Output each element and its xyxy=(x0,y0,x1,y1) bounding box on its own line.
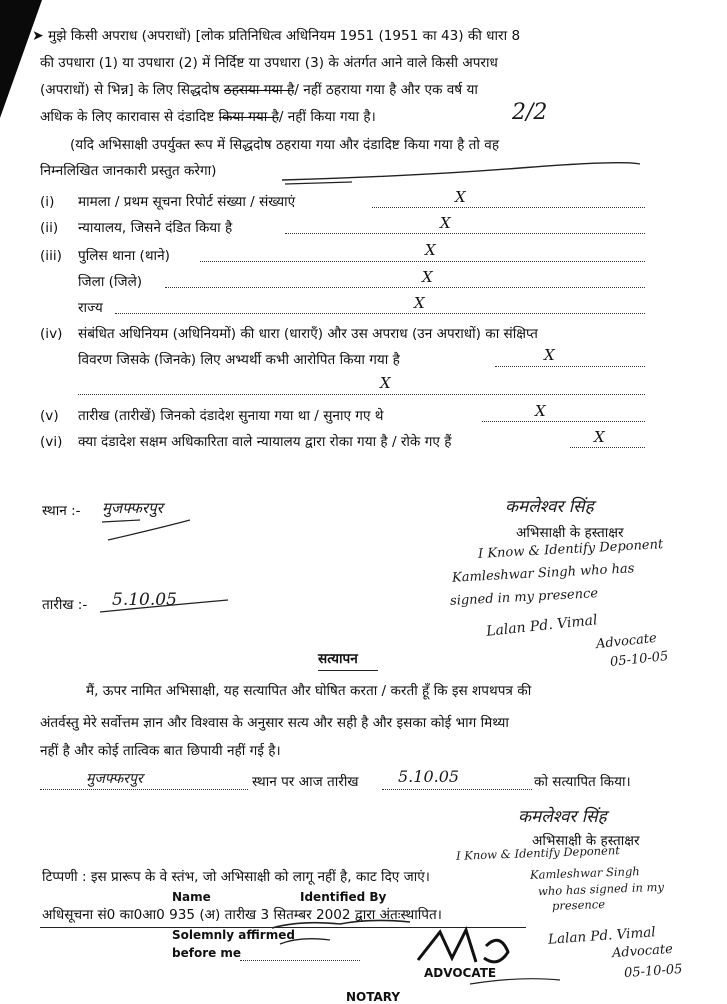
item-label-ii: न्यायालय, जिसने दंडित किया है xyxy=(78,220,233,236)
footer-note: टिप्पणी : इस प्रारूप के वे स्तंभ, जो अभिसाक्षी को लागू नहीं है, काट दिए जाएं। xyxy=(42,869,430,885)
stamp-name-label: Name xyxy=(172,890,211,904)
verification-para-2: अंतर्वस्तु मेरे सर्वोत्तम ज्ञान और विश्वास के अनुसार सत्य और सही है और इसका कोई भाग मिथ्या xyxy=(40,715,509,731)
struck-text: किया गया है xyxy=(218,109,279,125)
item-num-v: (v) xyxy=(40,408,59,424)
conditional-line-2: निम्नलिखित जानकारी प्रस्तुत करेगा) xyxy=(40,163,217,179)
place-label: स्थान :- xyxy=(42,503,81,519)
advocate-signature: Lalan Pd. Vimal xyxy=(485,612,599,640)
item-num-iv: (iv) xyxy=(40,326,63,342)
declaration-line-4: अधिक के लिए कारावास से दंडादिष्ट किया गया है/ नहीं किया गया है। xyxy=(40,109,376,125)
item-iv-line-2: विवरण जिसके (जिनके) लिए अभ्यर्थी कभी आरोपित किया गया है xyxy=(78,352,400,368)
struck-text: ठहराया गया है xyxy=(223,82,295,98)
conditional-line-1: (यदि अभिसाक्षी उपर्युक्त रूप में सिद्धदोष ठहराया गया और दंडादिष्ट किया गया है तो वह xyxy=(70,137,500,153)
answer-iv-1: X xyxy=(544,346,555,364)
identify-note-2-2: Kamleshwar Singh xyxy=(529,864,640,882)
verification-end-text: को सत्यापित किया। xyxy=(534,774,631,790)
signature-caption-2: अभिसाक्षी के हस्ताक्षर xyxy=(532,833,640,849)
handwritten-page-note: 2/2 xyxy=(512,100,548,125)
stamp-solemnly-label: Solemnly affirmed xyxy=(172,928,295,942)
stamp-before-label: before me xyxy=(172,946,242,960)
declaration-line-1: ➤ मुझे किसी अपराध (अपराधों) [लोक प्रतिनिधित्व अधिनियम 1951 (1951 का 43) की धारा 8 xyxy=(32,28,521,44)
verification-date-value: 5.10.05 xyxy=(398,767,460,786)
identify-note-3: signed in my presence xyxy=(449,586,599,609)
verification-para-1: मैं, ऊपर नामित अभिसाक्षी, यह सत्यापित और घोषित करता / करती हूँ कि इस शपथपत्र की xyxy=(86,683,532,699)
signature-caption: अभिसाक्षी के हस्ताक्षर xyxy=(516,525,624,541)
answer-i: X xyxy=(455,188,466,206)
deponent-signature-2: कमलेश्वर सिंह xyxy=(518,807,607,827)
item-num-i: (i) xyxy=(40,194,55,210)
advocate-date-2: 05-10-05 xyxy=(623,961,683,982)
item-num-vi: (vi) xyxy=(40,434,63,450)
verification-mid-text: स्थान पर आज तारीख xyxy=(252,774,359,790)
advocate-title: Advocate xyxy=(595,630,658,653)
answer-ii: X xyxy=(440,214,451,232)
identify-note-2-1: I Know & Identify Deponent xyxy=(455,843,621,863)
verification-heading: सत्यापन xyxy=(318,651,358,667)
item-label-state: राज्य xyxy=(78,300,103,316)
footer-notification: अधिसूचना सं0 का0आ0 935 (अ) तारीख 3 सितम्बर 2002 द्वारा अंतःस्थापित। xyxy=(42,907,442,923)
stamp-identified-label: Identified By xyxy=(300,890,387,904)
answer-iv-2: X xyxy=(380,374,391,392)
arrow-mark-icon: ➤ xyxy=(32,28,44,44)
advocate-date: 05-10-05 xyxy=(609,648,670,671)
declaration-line-2: की उपधारा (1) या उपधारा (2) में निर्दिष्ट या उपधारा (3) के अंतर्गत आने वाले किसी अपराध xyxy=(40,55,498,71)
answer-state: X xyxy=(414,294,425,312)
answer-v: X xyxy=(535,402,546,420)
item-label-v: तारीख (तारीखें) जिनको दंडादेश सुनाया गया था / सुनाए गए थे xyxy=(78,408,384,424)
item-num-ii: (ii) xyxy=(40,220,59,236)
item-label-iii: पुलिस थाना (थाने) xyxy=(78,248,170,264)
verification-place-value: मुजफ्फरपुर xyxy=(86,771,143,787)
declaration-line-3: (अपराधों) से भिन्न] के लिए सिद्धदोष ठहराया गया है/ नहीं ठहराया गया है और एक वर्ष या xyxy=(40,82,478,98)
deponent-signature: कमलेश्वर सिंह xyxy=(505,497,594,517)
date-value: 5.10.05 xyxy=(112,590,177,610)
item-label-i: मामला / प्रथम सूचना रिपोर्ट संख्या / संख्याएं xyxy=(78,194,296,210)
stamp-notary-label: NOTARY xyxy=(346,990,401,1004)
answer-vi: X xyxy=(594,428,605,446)
identify-note-2: Kamleshwar Singh who has xyxy=(451,561,635,586)
place-value: मुजफ्फरपुर xyxy=(102,499,163,517)
date-label: तारीख :- xyxy=(42,597,88,613)
identify-note-1: I Know & Identify Deponent xyxy=(477,537,664,562)
advocate-title-2: Advocate xyxy=(611,941,674,962)
item-label-vi: क्या दंडादेश सक्षम अधिकारिता वाले न्यायालय द्वारा रोका गया है / रोके गए हैं xyxy=(78,434,452,450)
advocate-signature-2: Lalan Pd. Vimal xyxy=(547,924,657,948)
answer-district: X xyxy=(422,268,433,286)
stamp-advocate-label: ADVOCATE xyxy=(424,966,497,980)
verification-para-3: नहीं है और कोई तात्विक बात छिपायी नहीं गई है। xyxy=(40,743,281,759)
identify-note-2-4: presence xyxy=(551,897,606,913)
identify-note-2-3: who has signed in my xyxy=(537,879,665,899)
answer-iii: X xyxy=(425,241,436,259)
item-iv-line-1: संबंधित अधिनियम (अधिनियमों) की धारा (धाराएँ) और उस अपराध (उन अपराधों) का संक्षिप्त xyxy=(78,326,538,342)
item-num-iii: (iii) xyxy=(40,248,62,264)
item-label-district: जिला (जिले) xyxy=(78,274,143,290)
